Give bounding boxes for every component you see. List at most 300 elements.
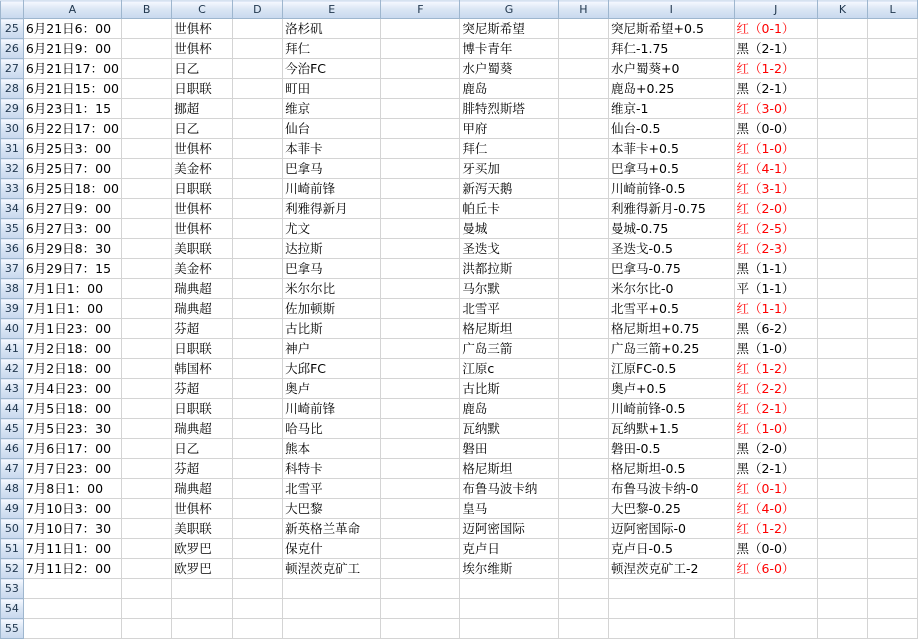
cell-A47[interactable]: 7月7日23：00 (23, 459, 121, 479)
cell-C34[interactable]: 世俱杯 (172, 199, 232, 219)
cell-B42[interactable] (122, 359, 172, 379)
cell-E31[interactable]: 本菲卡 (283, 139, 381, 159)
cell-I31[interactable]: 本菲卡+0.5 (609, 139, 734, 159)
cell-D29[interactable] (232, 99, 283, 119)
cell-B45[interactable] (122, 419, 172, 439)
cell-H44[interactable] (558, 399, 608, 419)
table-row[interactable] (1, 619, 918, 639)
cell-C35[interactable]: 世俱杯 (172, 219, 232, 239)
cell-G29[interactable]: 腓特烈斯塔 (460, 99, 558, 119)
cell-K46[interactable] (817, 439, 867, 459)
cell-K34[interactable] (817, 199, 867, 219)
cell-J52[interactable]: 红（6-0） (734, 559, 817, 579)
table-row[interactable] (1, 79, 918, 99)
row-header[interactable]: 46 (1, 439, 24, 459)
cell-A44[interactable]: 7月5日18：00 (23, 399, 121, 419)
cell-L47[interactable] (868, 459, 918, 479)
cell-F29[interactable] (381, 99, 460, 119)
cell-H51[interactable] (558, 539, 608, 559)
cell-K48[interactable] (817, 479, 867, 499)
cell-D50[interactable] (232, 519, 283, 539)
cell-G52[interactable]: 埃尔维斯 (460, 559, 558, 579)
cell-K55[interactable] (817, 619, 867, 639)
cell-A31[interactable]: 6月25日3：00 (23, 139, 121, 159)
cell-F48[interactable] (381, 479, 460, 499)
cell-A39[interactable]: 7月1日1：00 (23, 299, 121, 319)
table-row[interactable] (1, 219, 918, 239)
cell-L27[interactable] (868, 59, 918, 79)
cell-K35[interactable] (817, 219, 867, 239)
cell-B44[interactable] (122, 399, 172, 419)
cell-L43[interactable] (868, 379, 918, 399)
cell-D55[interactable] (232, 619, 283, 639)
cell-C48[interactable]: 瑞典超 (172, 479, 232, 499)
cell-I53[interactable] (609, 579, 734, 599)
cell-A42[interactable]: 7月2日18：00 (23, 359, 121, 379)
cell-J31[interactable]: 红（1-0） (734, 139, 817, 159)
cell-F44[interactable] (381, 399, 460, 419)
cell-L25[interactable] (868, 19, 918, 39)
cell-C43[interactable]: 芬超 (172, 379, 232, 399)
cell-L31[interactable] (868, 139, 918, 159)
cell-I43[interactable]: 奥卢+0.5 (609, 379, 734, 399)
column-header-d[interactable]: D (232, 1, 283, 19)
table-row[interactable] (1, 139, 918, 159)
cell-F33[interactable] (381, 179, 460, 199)
cell-E42[interactable]: 大邱FC (283, 359, 381, 379)
row-header[interactable]: 45 (1, 419, 24, 439)
cell-B49[interactable] (122, 499, 172, 519)
cell-C30[interactable]: 日乙 (172, 119, 232, 139)
cell-B34[interactable] (122, 199, 172, 219)
cell-E47[interactable]: 科特卡 (283, 459, 381, 479)
cell-E38[interactable]: 米尔尔比 (283, 279, 381, 299)
cell-J32[interactable]: 红（4-1） (734, 159, 817, 179)
cell-G33[interactable]: 新泻天鹅 (460, 179, 558, 199)
cell-C45[interactable]: 瑞典超 (172, 419, 232, 439)
table-row[interactable] (1, 479, 918, 499)
cell-H52[interactable] (558, 559, 608, 579)
cell-F42[interactable] (381, 359, 460, 379)
cell-K54[interactable] (817, 599, 867, 619)
cell-I37[interactable]: 巴拿马-0.75 (609, 259, 734, 279)
cell-J30[interactable]: 黑（0-0） (734, 119, 817, 139)
cell-B55[interactable] (122, 619, 172, 639)
cell-H46[interactable] (558, 439, 608, 459)
cell-A34[interactable]: 6月27日9：00 (23, 199, 121, 219)
cell-B43[interactable] (122, 379, 172, 399)
row-header[interactable]: 53 (1, 579, 24, 599)
cell-L53[interactable] (868, 579, 918, 599)
cell-G43[interactable]: 古比斯 (460, 379, 558, 399)
cell-H28[interactable] (558, 79, 608, 99)
cell-E51[interactable]: 保克什 (283, 539, 381, 559)
cell-E41[interactable]: 神户 (283, 339, 381, 359)
cell-H33[interactable] (558, 179, 608, 199)
cell-A36[interactable]: 6月29日8：30 (23, 239, 121, 259)
cell-L50[interactable] (868, 519, 918, 539)
cell-A27[interactable]: 6月21日17：00 (23, 59, 121, 79)
cell-C46[interactable]: 日乙 (172, 439, 232, 459)
cell-L41[interactable] (868, 339, 918, 359)
table-row[interactable] (1, 159, 918, 179)
cell-F50[interactable] (381, 519, 460, 539)
cell-G31[interactable]: 拜仁 (460, 139, 558, 159)
column-header-k[interactable]: K (817, 1, 867, 19)
table-row[interactable] (1, 399, 918, 419)
cell-A53[interactable] (23, 579, 121, 599)
cell-L35[interactable] (868, 219, 918, 239)
cell-H36[interactable] (558, 239, 608, 259)
table-row[interactable] (1, 299, 918, 319)
cell-G37[interactable]: 洪都拉斯 (460, 259, 558, 279)
cell-J35[interactable]: 红（2-5） (734, 219, 817, 239)
cell-J37[interactable]: 黑（1-1） (734, 259, 817, 279)
row-header[interactable]: 35 (1, 219, 24, 239)
cell-B47[interactable] (122, 459, 172, 479)
table-row[interactable] (1, 459, 918, 479)
cell-J51[interactable]: 黑（0-0） (734, 539, 817, 559)
row-header[interactable]: 32 (1, 159, 24, 179)
cell-H39[interactable] (558, 299, 608, 319)
row-header[interactable]: 55 (1, 619, 24, 639)
cell-K31[interactable] (817, 139, 867, 159)
cell-E52[interactable]: 顿涅茨克矿工 (283, 559, 381, 579)
cell-B29[interactable] (122, 99, 172, 119)
row-header[interactable]: 28 (1, 79, 24, 99)
table-row[interactable] (1, 379, 918, 399)
row-header[interactable]: 29 (1, 99, 24, 119)
cell-J48[interactable]: 红（0-1） (734, 479, 817, 499)
cell-C49[interactable]: 世俱杯 (172, 499, 232, 519)
cell-C33[interactable]: 日职联 (172, 179, 232, 199)
column-header-a[interactable]: A (23, 1, 121, 19)
cell-A38[interactable]: 7月1日1：00 (23, 279, 121, 299)
cell-E26[interactable]: 拜仁 (283, 39, 381, 59)
cell-D28[interactable] (232, 79, 283, 99)
cell-E53[interactable] (283, 579, 381, 599)
cell-C44[interactable]: 日职联 (172, 399, 232, 419)
cell-J39[interactable]: 红（1-1） (734, 299, 817, 319)
cell-E43[interactable]: 奥卢 (283, 379, 381, 399)
cell-H27[interactable] (558, 59, 608, 79)
cell-A28[interactable]: 6月21日15：00 (23, 79, 121, 99)
cell-A37[interactable]: 6月29日7：15 (23, 259, 121, 279)
cell-E55[interactable] (283, 619, 381, 639)
cell-L54[interactable] (868, 599, 918, 619)
cell-K39[interactable] (817, 299, 867, 319)
cell-G26[interactable]: 博卡青年 (460, 39, 558, 59)
cell-C25[interactable]: 世俱杯 (172, 19, 232, 39)
cell-L38[interactable] (868, 279, 918, 299)
table-row[interactable] (1, 39, 918, 59)
cell-D40[interactable] (232, 319, 283, 339)
cell-G45[interactable]: 瓦纳默 (460, 419, 558, 439)
cell-A30[interactable]: 6月22日17：00 (23, 119, 121, 139)
cell-J26[interactable]: 黑（2-1） (734, 39, 817, 59)
cell-K38[interactable] (817, 279, 867, 299)
cell-A33[interactable]: 6月25日18：00 (23, 179, 121, 199)
table-row[interactable] (1, 359, 918, 379)
cell-C31[interactable]: 世俱杯 (172, 139, 232, 159)
cell-A32[interactable]: 6月25日7：00 (23, 159, 121, 179)
row-header[interactable]: 36 (1, 239, 24, 259)
cell-K47[interactable] (817, 459, 867, 479)
cell-C26[interactable]: 世俱杯 (172, 39, 232, 59)
row-header[interactable]: 26 (1, 39, 24, 59)
cell-D42[interactable] (232, 359, 283, 379)
cell-B25[interactable] (122, 19, 172, 39)
cell-H50[interactable] (558, 519, 608, 539)
cell-E33[interactable]: 川崎前锋 (283, 179, 381, 199)
column-header-j[interactable]: J (734, 1, 817, 19)
cell-K41[interactable] (817, 339, 867, 359)
table-row[interactable] (1, 439, 918, 459)
cell-L30[interactable] (868, 119, 918, 139)
cell-L49[interactable] (868, 499, 918, 519)
cell-H31[interactable] (558, 139, 608, 159)
table-row[interactable] (1, 259, 918, 279)
cell-L37[interactable] (868, 259, 918, 279)
cell-I41[interactable]: 广岛三箭+0.25 (609, 339, 734, 359)
cell-F39[interactable] (381, 299, 460, 319)
row-header[interactable]: 48 (1, 479, 24, 499)
cell-K40[interactable] (817, 319, 867, 339)
cell-J41[interactable]: 黑（1-0） (734, 339, 817, 359)
select-all-corner[interactable] (1, 1, 24, 19)
cell-A49[interactable]: 7月10日3：00 (23, 499, 121, 519)
cell-C50[interactable]: 美职联 (172, 519, 232, 539)
cell-K52[interactable] (817, 559, 867, 579)
cell-K51[interactable] (817, 539, 867, 559)
cell-B50[interactable] (122, 519, 172, 539)
cell-J40[interactable]: 黑（6-2） (734, 319, 817, 339)
cell-H41[interactable] (558, 339, 608, 359)
cell-C28[interactable]: 日职联 (172, 79, 232, 99)
cell-B30[interactable] (122, 119, 172, 139)
cell-F43[interactable] (381, 379, 460, 399)
cell-F31[interactable] (381, 139, 460, 159)
row-header[interactable]: 41 (1, 339, 24, 359)
cell-F37[interactable] (381, 259, 460, 279)
cell-I25[interactable]: 突尼斯希望+0.5 (609, 19, 734, 39)
cell-A26[interactable]: 6月21日9：00 (23, 39, 121, 59)
cell-H53[interactable] (558, 579, 608, 599)
cell-D26[interactable] (232, 39, 283, 59)
cell-F35[interactable] (381, 219, 460, 239)
row-header[interactable]: 38 (1, 279, 24, 299)
cell-J42[interactable]: 红（1-2） (734, 359, 817, 379)
cell-C39[interactable]: 瑞典超 (172, 299, 232, 319)
row-header[interactable]: 40 (1, 319, 24, 339)
cell-A46[interactable]: 7月6日17：00 (23, 439, 121, 459)
cell-A41[interactable]: 7月2日18：00 (23, 339, 121, 359)
cell-D44[interactable] (232, 399, 283, 419)
cell-F51[interactable] (381, 539, 460, 559)
cell-H54[interactable] (558, 599, 608, 619)
cell-E27[interactable]: 今治FC (283, 59, 381, 79)
cell-I29[interactable]: 维京-1 (609, 99, 734, 119)
cell-D32[interactable] (232, 159, 283, 179)
cell-A52[interactable]: 7月11日2：00 (23, 559, 121, 579)
cell-K29[interactable] (817, 99, 867, 119)
cell-D49[interactable] (232, 499, 283, 519)
cell-H29[interactable] (558, 99, 608, 119)
cell-G34[interactable]: 帕丘卡 (460, 199, 558, 219)
cell-F55[interactable] (381, 619, 460, 639)
table-row[interactable] (1, 579, 918, 599)
cell-I39[interactable]: 北雪平+0.5 (609, 299, 734, 319)
table-row[interactable] (1, 419, 918, 439)
cell-C47[interactable]: 芬超 (172, 459, 232, 479)
cell-K53[interactable] (817, 579, 867, 599)
cell-G53[interactable] (460, 579, 558, 599)
cell-E40[interactable]: 古比斯 (283, 319, 381, 339)
cell-E37[interactable]: 巴拿马 (283, 259, 381, 279)
cell-I46[interactable]: 磐田-0.5 (609, 439, 734, 459)
cell-G32[interactable]: 牙买加 (460, 159, 558, 179)
cell-K49[interactable] (817, 499, 867, 519)
cell-K36[interactable] (817, 239, 867, 259)
row-header[interactable]: 25 (1, 19, 24, 39)
cell-J25[interactable]: 红（0-1） (734, 19, 817, 39)
cell-J28[interactable]: 黑（2-1） (734, 79, 817, 99)
cell-I50[interactable]: 迈阿密国际-0 (609, 519, 734, 539)
cell-K28[interactable] (817, 79, 867, 99)
table-row[interactable] (1, 119, 918, 139)
cell-E25[interactable]: 洛杉矶 (283, 19, 381, 39)
table-row[interactable] (1, 539, 918, 559)
cell-H34[interactable] (558, 199, 608, 219)
cell-J43[interactable]: 红（2-2） (734, 379, 817, 399)
cell-D31[interactable] (232, 139, 283, 159)
cell-L36[interactable] (868, 239, 918, 259)
cell-F26[interactable] (381, 39, 460, 59)
cell-B36[interactable] (122, 239, 172, 259)
cell-C51[interactable]: 欧罗巴 (172, 539, 232, 559)
cell-K33[interactable] (817, 179, 867, 199)
cell-A50[interactable]: 7月10日7：30 (23, 519, 121, 539)
cell-B39[interactable] (122, 299, 172, 319)
cell-L29[interactable] (868, 99, 918, 119)
cell-A48[interactable]: 7月8日1：00 (23, 479, 121, 499)
cell-L33[interactable] (868, 179, 918, 199)
cell-A51[interactable]: 7月11日1：00 (23, 539, 121, 559)
cell-K25[interactable] (817, 19, 867, 39)
cell-G55[interactable] (460, 619, 558, 639)
cell-D48[interactable] (232, 479, 283, 499)
cell-D38[interactable] (232, 279, 283, 299)
cell-G39[interactable]: 北雪平 (460, 299, 558, 319)
cell-A45[interactable]: 7月5日23：30 (23, 419, 121, 439)
cell-K37[interactable] (817, 259, 867, 279)
cell-I55[interactable] (609, 619, 734, 639)
table-row[interactable] (1, 59, 918, 79)
column-header-g[interactable]: G (460, 1, 558, 19)
cell-D35[interactable] (232, 219, 283, 239)
cell-F38[interactable] (381, 279, 460, 299)
table-row[interactable] (1, 519, 918, 539)
cell-B32[interactable] (122, 159, 172, 179)
cell-F27[interactable] (381, 59, 460, 79)
cell-J47[interactable]: 黑（2-1） (734, 459, 817, 479)
cell-I34[interactable]: 利雅得新月-0.75 (609, 199, 734, 219)
cell-L48[interactable] (868, 479, 918, 499)
cell-I45[interactable]: 瓦纳默+1.5 (609, 419, 734, 439)
cell-B26[interactable] (122, 39, 172, 59)
row-header[interactable]: 39 (1, 299, 24, 319)
cell-G40[interactable]: 格尼斯坦 (460, 319, 558, 339)
cell-G38[interactable]: 马尔默 (460, 279, 558, 299)
cell-F40[interactable] (381, 319, 460, 339)
cell-J53[interactable] (734, 579, 817, 599)
row-header[interactable]: 34 (1, 199, 24, 219)
cell-G50[interactable]: 迈阿密国际 (460, 519, 558, 539)
cell-I49[interactable]: 大巴黎-0.25 (609, 499, 734, 519)
column-header-l[interactable]: L (868, 1, 918, 19)
cell-F45[interactable] (381, 419, 460, 439)
cell-I48[interactable]: 布鲁马波卡纳-0 (609, 479, 734, 499)
cell-D47[interactable] (232, 459, 283, 479)
row-header[interactable]: 52 (1, 559, 24, 579)
cell-B38[interactable] (122, 279, 172, 299)
cell-G51[interactable]: 克卢日 (460, 539, 558, 559)
cell-J27[interactable]: 红（1-2） (734, 59, 817, 79)
cell-C37[interactable]: 美金杯 (172, 259, 232, 279)
cell-K30[interactable] (817, 119, 867, 139)
table-row[interactable] (1, 239, 918, 259)
cell-F25[interactable] (381, 19, 460, 39)
cell-A43[interactable]: 7月4日23：00 (23, 379, 121, 399)
cell-J45[interactable]: 红（1-0） (734, 419, 817, 439)
cell-B52[interactable] (122, 559, 172, 579)
table-row[interactable] (1, 99, 918, 119)
row-header[interactable]: 54 (1, 599, 24, 619)
cell-H48[interactable] (558, 479, 608, 499)
cell-C40[interactable]: 芬超 (172, 319, 232, 339)
cell-L45[interactable] (868, 419, 918, 439)
cell-L39[interactable] (868, 299, 918, 319)
cell-F52[interactable] (381, 559, 460, 579)
cell-D43[interactable] (232, 379, 283, 399)
cell-L34[interactable] (868, 199, 918, 219)
cell-E45[interactable]: 哈马比 (283, 419, 381, 439)
cell-C42[interactable]: 韩国杯 (172, 359, 232, 379)
cell-B33[interactable] (122, 179, 172, 199)
table-row[interactable] (1, 19, 918, 39)
column-header-h[interactable]: H (558, 1, 608, 19)
cell-G46[interactable]: 磐田 (460, 439, 558, 459)
cell-L42[interactable] (868, 359, 918, 379)
table-row[interactable] (1, 199, 918, 219)
cell-H55[interactable] (558, 619, 608, 639)
cell-D46[interactable] (232, 439, 283, 459)
cell-F41[interactable] (381, 339, 460, 359)
cell-L32[interactable] (868, 159, 918, 179)
table-row[interactable] (1, 179, 918, 199)
cell-I38[interactable]: 米尔尔比-0 (609, 279, 734, 299)
cell-D52[interactable] (232, 559, 283, 579)
cell-I47[interactable]: 格尼斯坦-0.5 (609, 459, 734, 479)
cell-H45[interactable] (558, 419, 608, 439)
cell-E50[interactable]: 新英格兰革命 (283, 519, 381, 539)
cell-D25[interactable] (232, 19, 283, 39)
cell-F46[interactable] (381, 439, 460, 459)
cell-G42[interactable]: 江原c (460, 359, 558, 379)
cell-I35[interactable]: 曼城-0.75 (609, 219, 734, 239)
cell-E36[interactable]: 达拉斯 (283, 239, 381, 259)
column-header-b[interactable]: B (122, 1, 172, 19)
